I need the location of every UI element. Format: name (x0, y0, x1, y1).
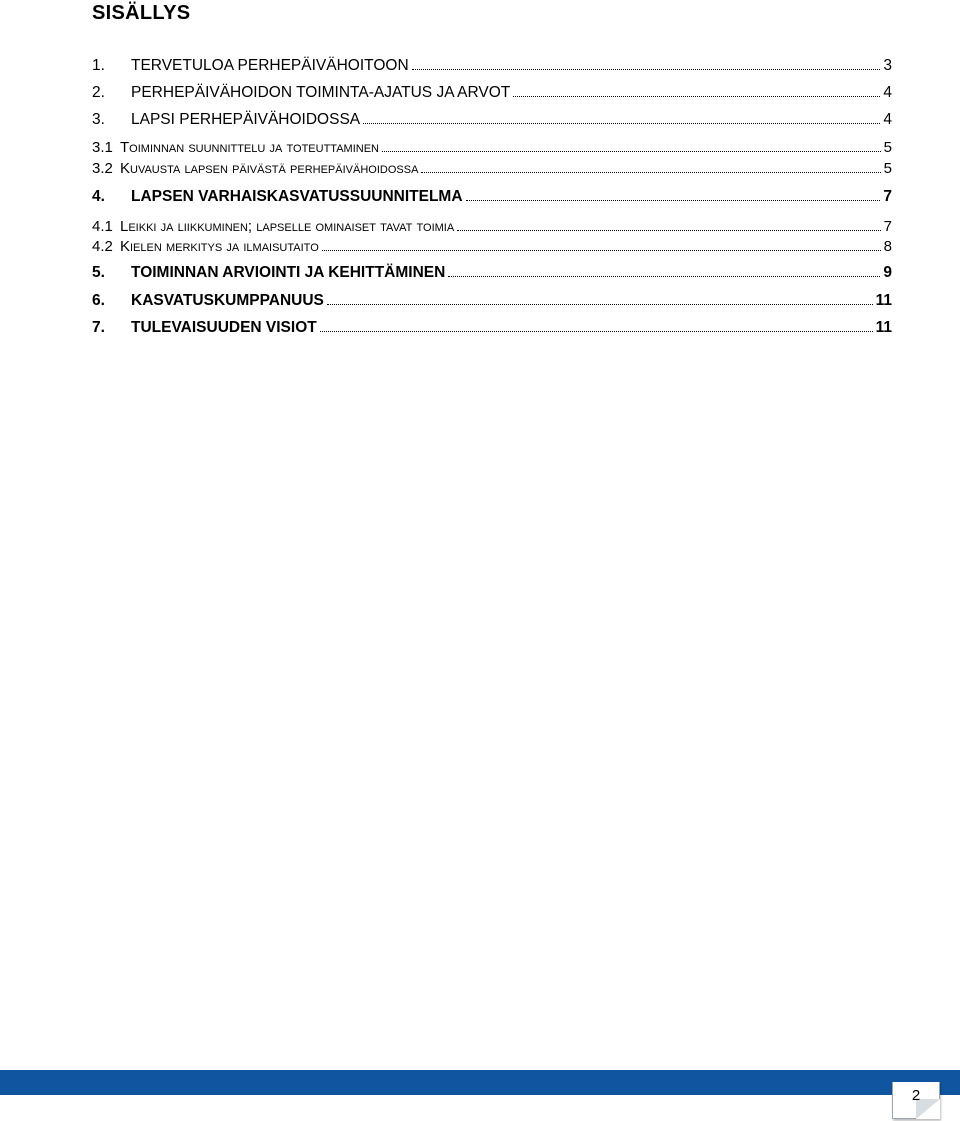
toc-leader (466, 200, 881, 201)
toc-label: TERVETULOA PERHEPÄIVÄHOITOON (131, 57, 409, 74)
toc-entry-4-1[interactable] (92, 218, 892, 235)
toc-number: 2. (92, 84, 105, 101)
toc-leader (457, 230, 880, 231)
toc-label: LAPSEN VARHAISKASVATUSSUUNNITELMA (131, 188, 463, 205)
toc-label: Leikki ja liikkuminen; lapselle ominaiset tavat toimia (120, 218, 455, 235)
toc-page: 5 (883, 139, 892, 156)
toc-number: 5. (92, 264, 105, 281)
toc-entry-7[interactable] (92, 319, 892, 337)
toc-label: TOIMINNAN ARVIOINTI JA KEHITTÄMINEN (131, 264, 446, 281)
toc-label: LAPSI PERHEPÄIVÄHOIDOSSA (131, 111, 361, 128)
toc-label: KASVATUSKUMPPANUUS (131, 292, 324, 309)
toc-leader (513, 96, 880, 97)
toc-entry-6[interactable] (92, 292, 892, 310)
toc-leader (320, 331, 873, 332)
toc-leader (412, 69, 881, 70)
toc-label: Toiminnan suunnittelu ja toteuttaminen (120, 139, 379, 156)
toc-page: 7 (883, 188, 892, 205)
toc-number: 3.1 (92, 139, 113, 156)
toc-leader (382, 151, 881, 152)
toc-entry-3-2[interactable] (92, 160, 892, 177)
toc-number: 4.2 (92, 238, 113, 255)
toc-label: TULEVAISUUDEN VISIOT (131, 319, 317, 336)
page-title: SISÄLLYS (92, 2, 191, 24)
toc-leader (448, 276, 880, 277)
toc-page: 11 (875, 319, 892, 336)
toc-leader (322, 250, 881, 251)
toc-entry-4-2[interactable] (92, 238, 892, 255)
toc-entry-3-1[interactable] (92, 139, 892, 156)
page-number-tab (892, 1082, 940, 1119)
toc-number: 3.2 (92, 160, 113, 177)
toc-number: 3. (92, 111, 105, 128)
toc-page: 3 (883, 57, 892, 74)
toc-entry-4[interactable] (92, 188, 892, 206)
toc-entry-5[interactable] (92, 264, 892, 282)
toc-label: Kuvausta lapsen päivästä perhepäivähoidossa (120, 160, 419, 177)
toc-page: 8 (883, 238, 892, 255)
toc-entry-1[interactable] (92, 57, 892, 75)
toc-page: 5 (883, 160, 892, 177)
toc-leader (363, 123, 880, 124)
toc-page: 4 (883, 84, 892, 101)
toc-entry-2[interactable] (92, 84, 892, 102)
footer-band (0, 1070, 960, 1095)
toc-number: 6. (92, 292, 105, 309)
toc-entry-3[interactable] (92, 111, 892, 129)
toc-number: 7. (92, 319, 105, 336)
toc-number: 4. (92, 188, 105, 205)
toc-leader (421, 172, 880, 173)
toc-page: 4 (883, 111, 892, 128)
toc-label: PERHEPÄIVÄHOIDON TOIMINTA-AJATUS JA ARVOT (131, 84, 511, 101)
toc-label: Kielen merkitys ja ilmaisutaito (120, 238, 319, 255)
toc-page: 9 (883, 264, 892, 281)
toc-number: 1. (92, 57, 105, 74)
toc-page: 11 (875, 292, 892, 309)
toc-number: 4.1 (92, 218, 113, 235)
toc-page: 7 (883, 218, 892, 235)
toc-leader (327, 304, 873, 305)
page-number: 2 (911, 1087, 921, 1104)
